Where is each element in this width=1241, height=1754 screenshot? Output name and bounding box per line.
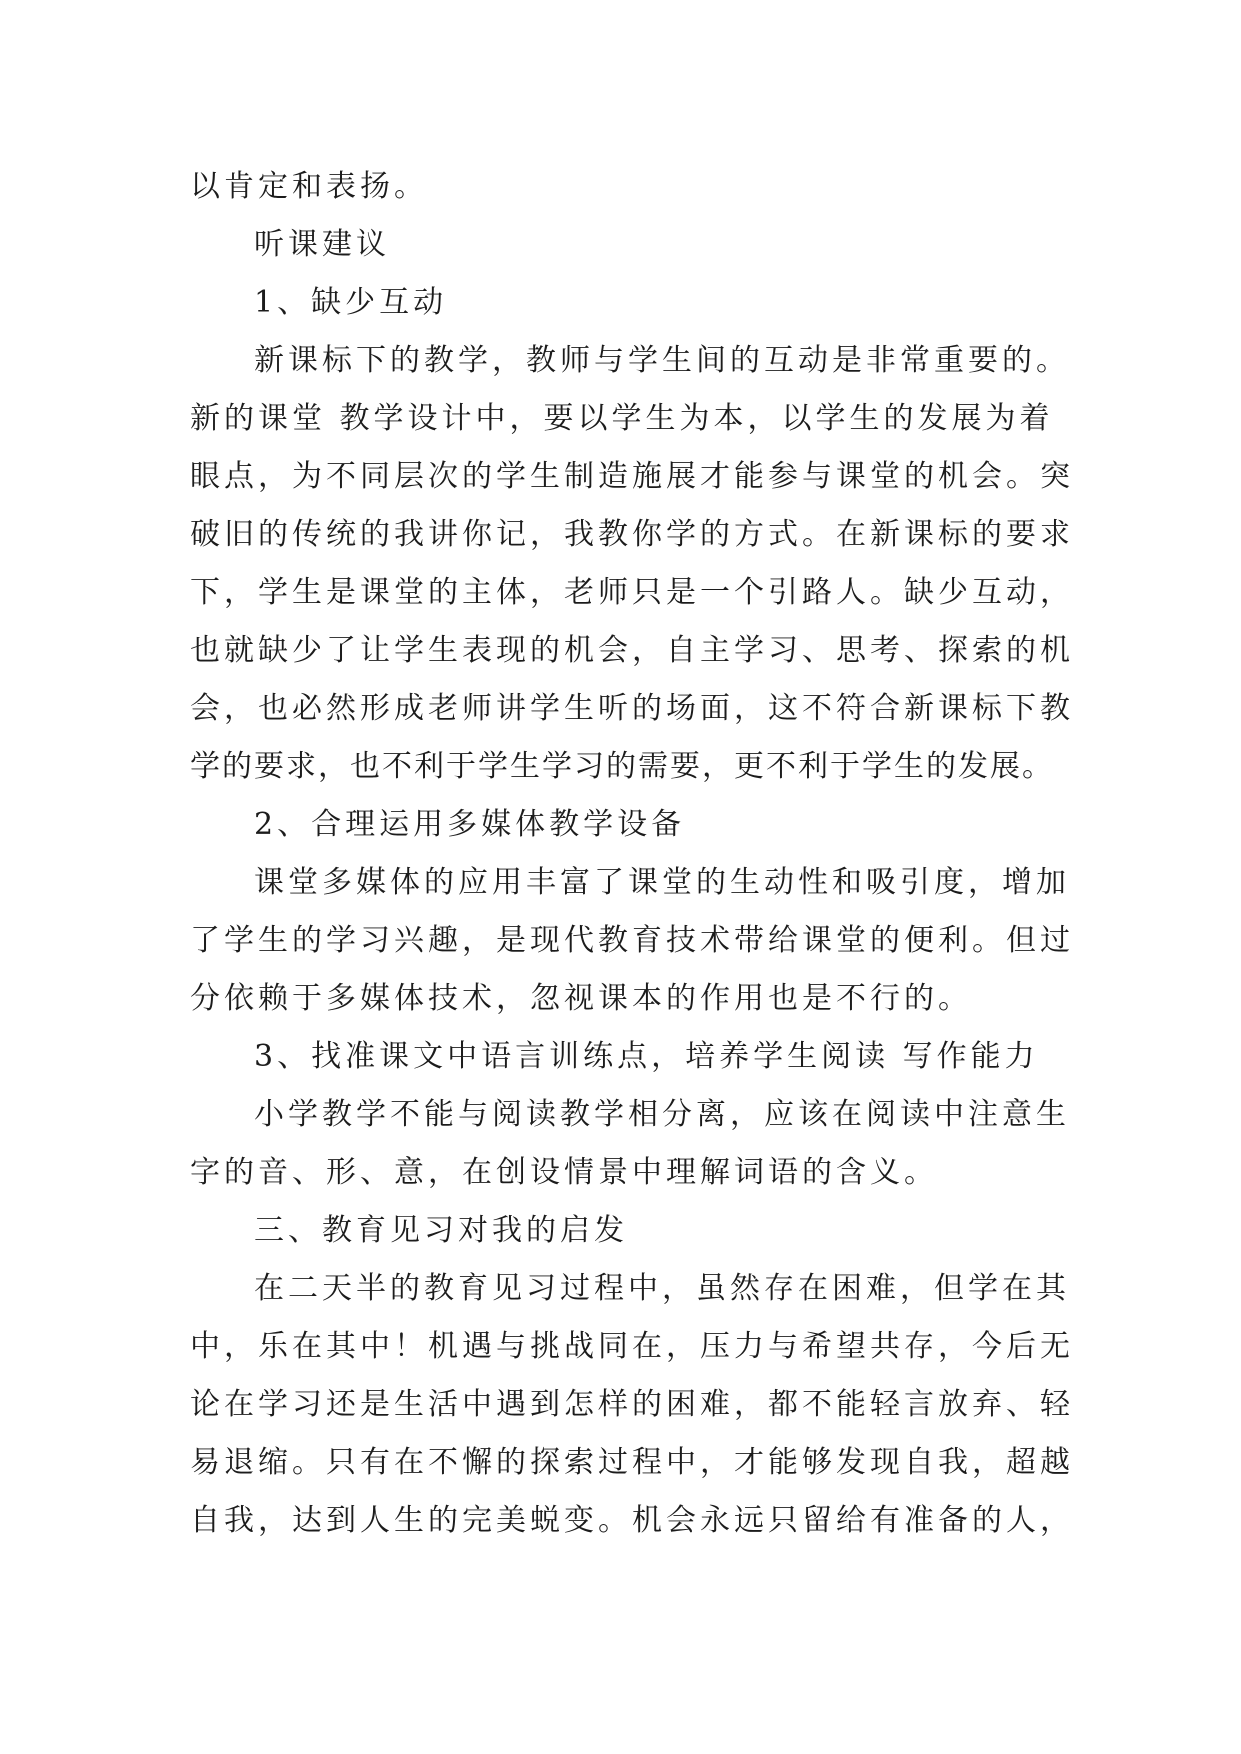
paragraph-line: 小学教学不能与阅读教学相分离，应该在阅读中注意生 <box>254 1097 1070 1132</box>
paragraph-line: 了学生的学习兴趣，是现代教育技术带给课堂的便利。但过 <box>190 923 1074 958</box>
section-heading: 三、教育见习对我的启发 <box>254 1213 628 1248</box>
paragraph-line: 破旧的传统的我讲你记，我教你学的方式。在新课标的要求 <box>190 517 1074 552</box>
subsection-heading: 1、缺少互动 <box>254 285 448 320</box>
paragraph-line: 新的课堂 教学设计中，要以学生为本，以学生的发展为着 <box>190 401 1054 436</box>
paragraph-line: 课堂多媒体的应用丰富了课堂的生动性和吸引度，增加 <box>254 865 1070 900</box>
paragraph-line: 学的要求，也不利于学生学习的需要，更不利于学生的发展。 <box>190 749 1054 784</box>
paragraph-line: 分依赖于多媒体技术，忽视课本的作用也是不行的。 <box>190 981 972 1016</box>
paragraph-line: 会，也必然形成老师讲学生听的场面，这不符合新课标下教 <box>190 691 1074 726</box>
paragraph-line: 也就缺少了让学生表现的机会，自主学习、思考、探索的机 <box>190 633 1074 668</box>
section-heading: 听课建议 <box>254 227 390 262</box>
paragraph-line: 易退缩。只有在不懈的探索过程中，才能够发现自我，超越 <box>190 1445 1074 1480</box>
paragraph-line: 眼点，为不同层次的学生制造施展才能参与课堂的机会。突 <box>190 459 1074 494</box>
paragraph-line: 中，乐在其中！机遇与挑战同在，压力与希望共存，今后无 <box>190 1329 1074 1364</box>
subsection-heading: 3、找准课文中语言训练点，培养学生阅读 写作能力 <box>254 1039 1039 1074</box>
paragraph-line: 新课标下的教学，教师与学生间的互动是非常重要的。 <box>254 343 1070 378</box>
paragraph-line: 自我，达到人生的完美蜕变。机会永远只留给有准备的人， <box>190 1503 1074 1538</box>
body-text <box>190 158 1074 1550</box>
paragraph-line: 下，学生是课堂的主体，老师只是一个引路人。缺少互动， <box>190 575 1074 610</box>
paragraph-line: 论在学习还是生活中遇到怎样的困难，都不能轻言放弃、轻 <box>190 1387 1074 1422</box>
subsection-heading: 2、合理运用多媒体教学设备 <box>254 807 686 842</box>
paragraph-line: 在二天半的教育见习过程中，虽然存在困难，但学在其 <box>254 1271 1070 1306</box>
paragraph-line: 字的音、形、意，在创设情景中理解词语的含义。 <box>190 1155 938 1190</box>
paragraph-line: 以肯定和表扬。 <box>190 169 428 204</box>
